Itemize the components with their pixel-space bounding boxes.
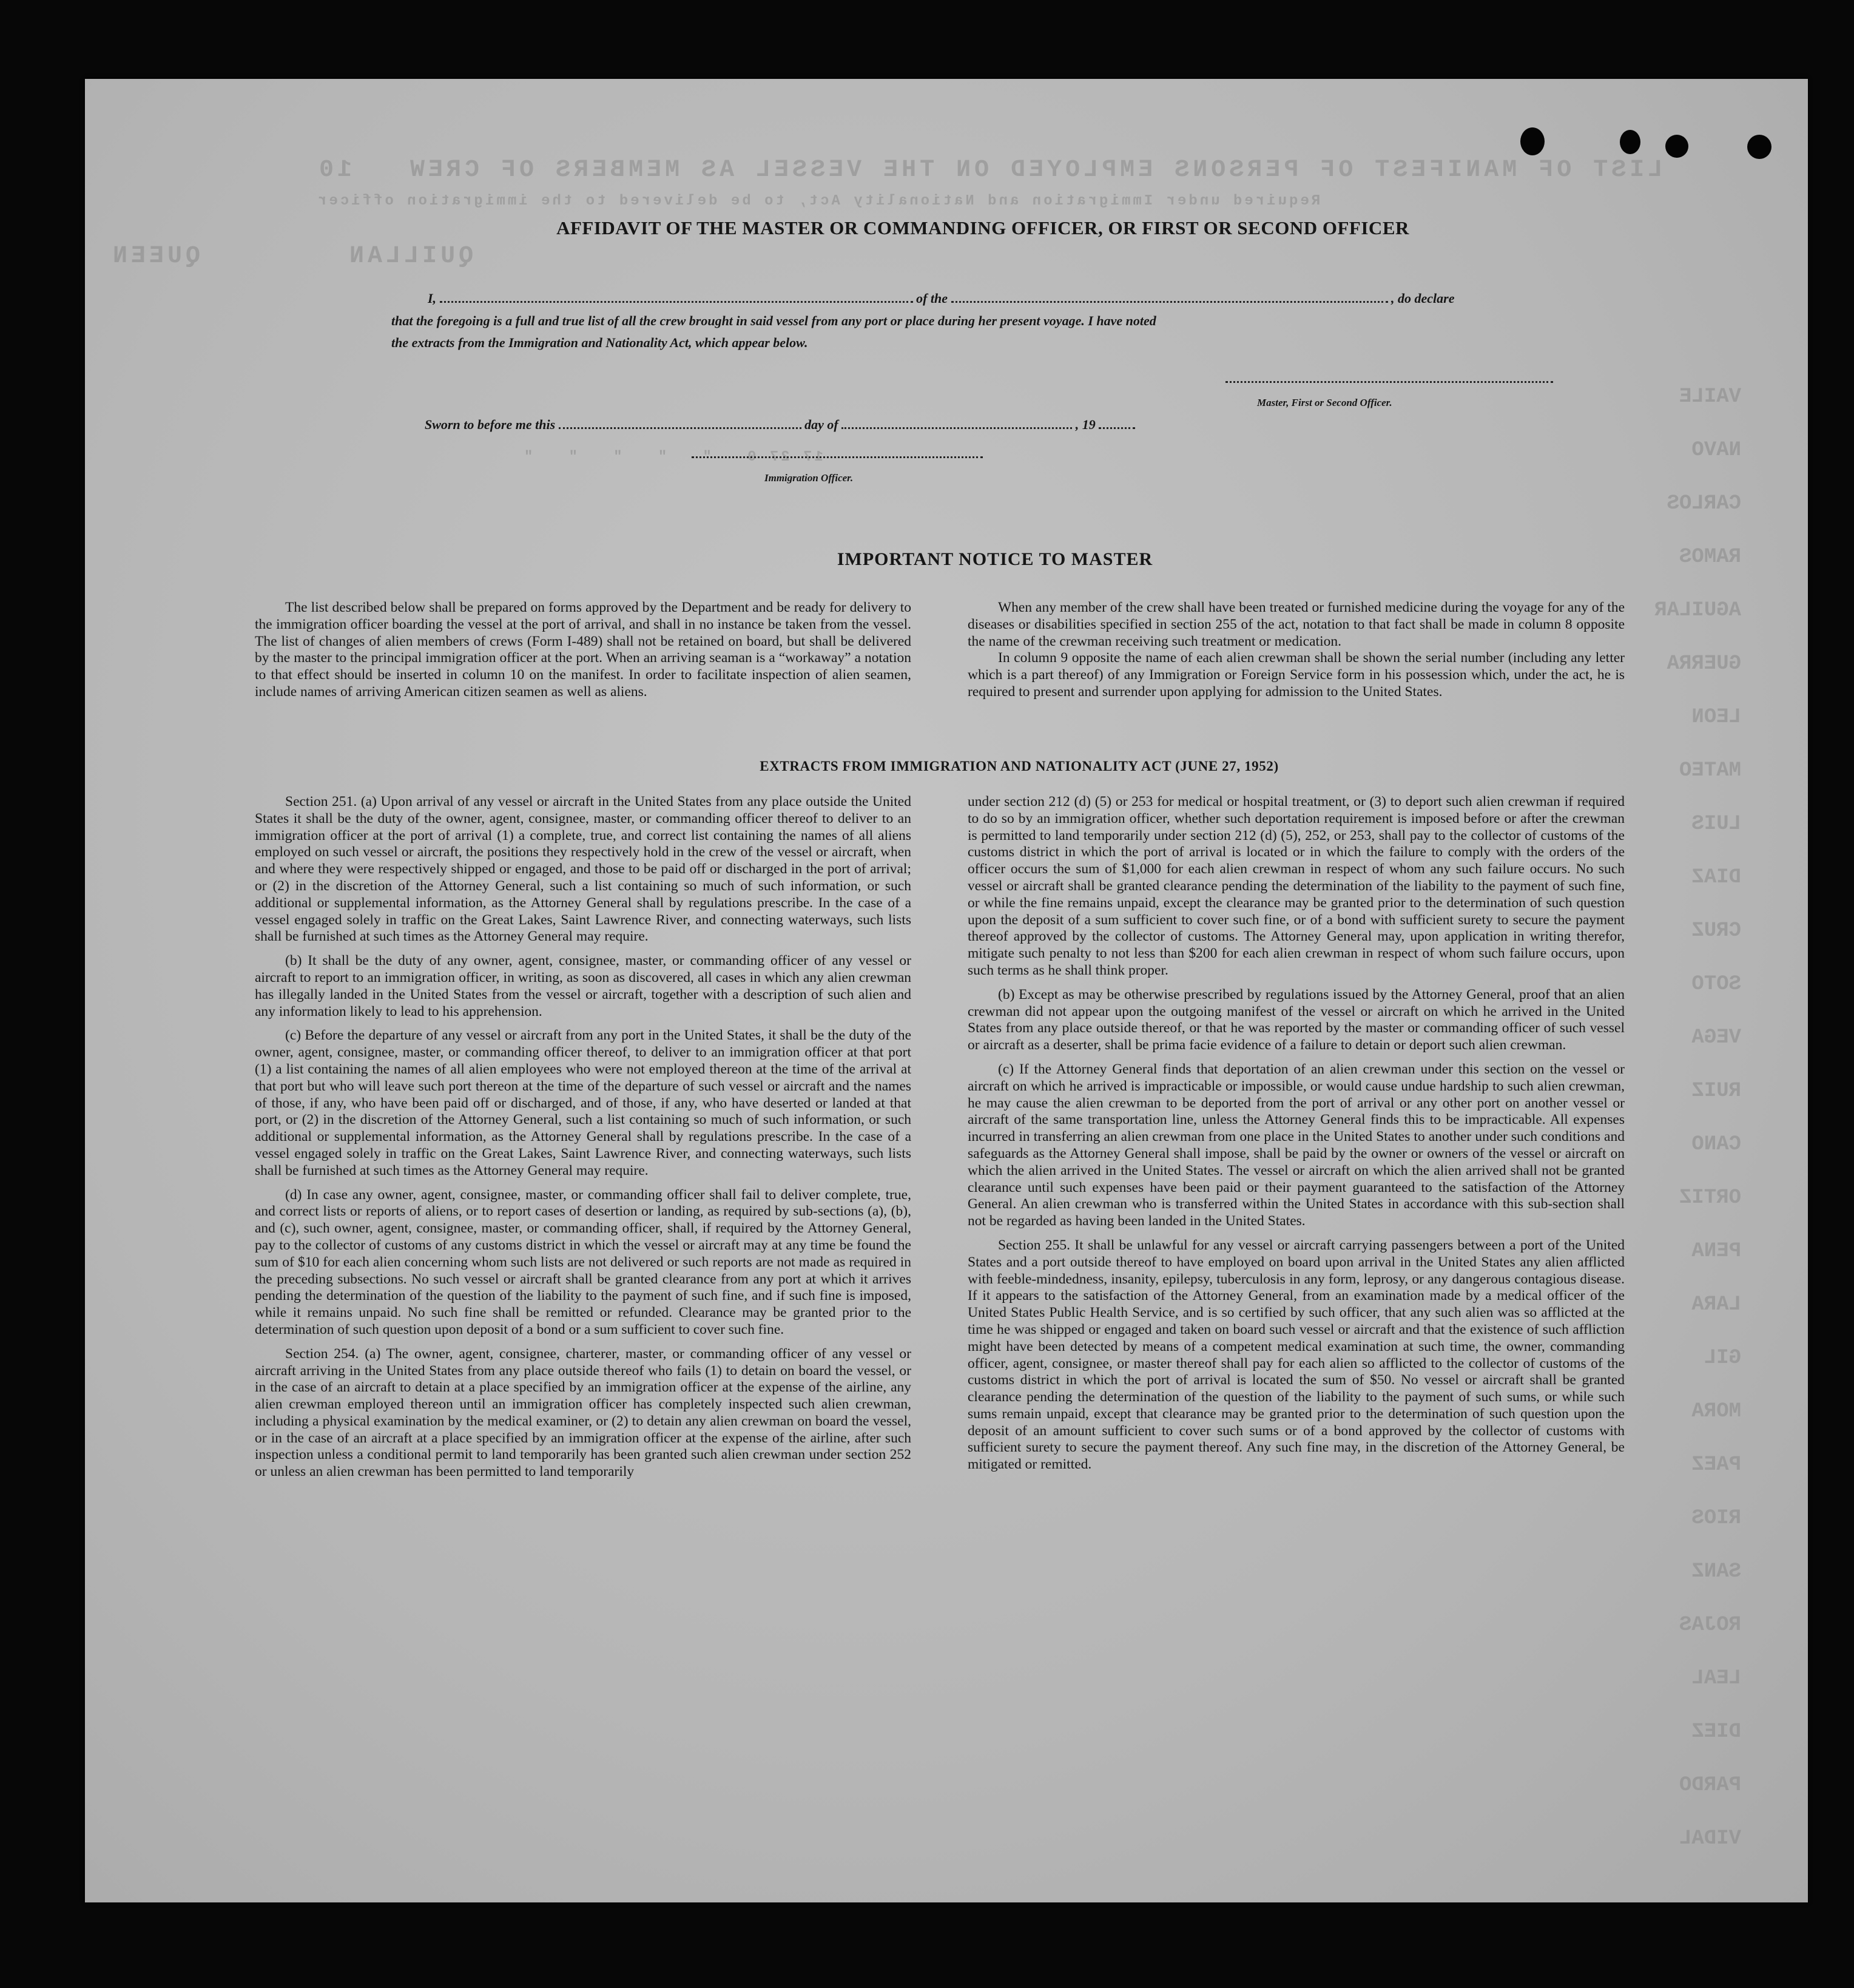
sworn-line — [425, 416, 1135, 433]
notice-paragraph: When any member of the crew shall have been treated or furnished medicine during the voyage for any of the diseases or disabilities specified in section 255 of the act, notation to that fact shall be made in column 8 opposite the name of the crewman receiving such treatment or medication. — [968, 600, 1625, 649]
punch-hole — [1620, 130, 1640, 154]
affidavit-title: AFFIDAVIT OF THE MASTER OR COMMANDING OFFICER, OR FIRST OR SECOND OFFICER — [556, 217, 1409, 238]
act-paragraph: (b) It shall be the duty of any owner, agent, consignee, master, or commanding officer of any vessel or aircraft to report to an immigration officer, in writing, as soon as discovered, all cases in which any alien crewman has illegally landed in the United States from the vessel or aircraft, together with a description of such alien and any information likely to lead to his apprehension. — [255, 953, 911, 1019]
act-paragraph: under section 212 (d) (5) or 253 for medical or hospital treatment, or (3) to deport such alien crewman if required to do so by an immigration officer, whether such deportation requirement is imposed before or after the crewman is permitted to land temporarily under section 212 (d) (5), 252, or 253, shall pay to the collector of customs of the customs district in which the port of arrival is located or in which the failure to comply with the orders of the officer occurs the sum of $1,000 for each alien crewman in respect of whom any such failure occurs. No such vessel or aircraft shall be granted clearance pending the determination of the liability to the payment of such fine, or while the fine remains unpaid, except the clearance may be granted prior to the determination of such question upon the deposit of a sum sufficient to cover such fine, or of a bond with sufficient surety to secure the payment thereof approved by the collector of customs. The Attorney General may, upon application in writing therefor, mitigate such penalty to not less than $200 for each alien crewman in respect of whom such failure occurs, upon such terms as he shall think proper. — [968, 794, 1625, 978]
vessel-label: of the — [916, 291, 948, 306]
act-paragraph: (b) Except as may be otherwise prescribed by regulations issued by the Attorney General, proof that an alien crewman did not appear upon the outgoing manifest of the vessel or aircraft on which he arrived in the United States from any place outside thereof, or that he was reported by the master or commanding officer of such vessel or aircraft as a deserter, shall be prima facie evidence of a failure to detain or deport such alien crewman. — [968, 986, 1625, 1053]
declarant-name-field[interactable] — [440, 290, 913, 303]
punch-hole — [1747, 135, 1771, 159]
act-paragraph: (c) If the Attorney General finds that deportation of an alien crewman under this section on the vessel or aircraft on which he arrived is impracticable or impossible, or would cause undue hardship to such alien crewman, he may cause the alien crewman to be deported from the port of arrival or any other port on another vessel or aircraft of the same transportation line, unless the Attorney General finds this to be impracticable. All expenses incurred in transferring an alien crewman from one place in the United States to another under such conditions and safeguards as the Attorney General shall impose, shall be paid by the owner or owners of the vessel or aircraft on which the alien arrived in the United States. The vessel or aircraft on which the alien arrived shall not be granted clearance until such expenses have been paid or their payment guaranteed to the satisfaction of the Attorney General. An alien crewman who is transferred within the United States in accordance with this sub-section shall not be regarded as having been landed in the United States. — [968, 1061, 1625, 1229]
act-paragraph: Section 255. It shall be unlawful for any vessel or aircraft carrying passengers between a port of the United States and a port outside thereof to have employed on board upon arrival in the United States any alien afflicted with feeble-mindedness, insanity, epilepsy, tuberculosis in any form, leprosy, or any dangerous contagious disease. If it appears to the satisfaction of the Attorney General, from an examination made by a medical officer of the United States Public Health Service, and is so certified by such officer, that any such alien was so afflicted at the time he was shipped or engaged and taken on board such vessel or aircraft and that the existence of such affliction might have been detected by means of a competent medical examination at such time, the owner, commanding officer, agent, consignee, or master thereof shall pay for each alien so afflicted to the collector of customs of the customs district in which the port of arrival is located the sum of $50. No vessel or aircraft shall be granted clearance pending the determination of the question of the liability to the payment of such sums, or while such sums remain unpaid, except that clearance may be granted prior to the determination of such question upon the deposit of an amount sufficient to cover such sums or of a bond approved by the collector of customs with sufficient surety to secure the payment thereof. Any such fine may, in the discretion of the Attorney General, be mitigated or remitted. — [968, 1237, 1625, 1473]
document-page — [85, 79, 1808, 1902]
show-through-text: QUILLAN QUEEN — [109, 243, 474, 270]
show-through-text: LIST OF MANIFEST OF PERSONS EMPLOYED ON THE VESSEL AS MEMBERS OF CREW 10 — [315, 157, 1663, 184]
act-paragraph: Section 254. (a) The owner, agent, consignee, charterer, master, or commanding officer of any vessel or aircraft arriving in the United States from any place outside thereof who fails (1) to detain on board the vessel, or in the case of an aircraft to detain at a place specified by an immigration officer at the expense of the airline, any alien crewman employed thereon until an immigration officer has completely inspected such alien crewman, including a physical examination by the medical examiner, or (2) to detain any alien crewman on board the vessel, or in the case of an aircraft at a place specified by an immigration officer at the expense of the airline, after such inspection unless a conditional permit to land temporarily has been granted such alien crewman under section 252 or unless an alien crewman has been permitted to land temporarily — [255, 1345, 911, 1480]
notice-paragraph: In column 9 opposite the name of each alien crewman shall be shown the serial number (including any letter which is a part thereof) of any Immigration or Foreign Service form in his possession which, under the act, he is required to present and surrender upon applying for admission to the United States. — [968, 650, 1625, 700]
vessel-name-field[interactable] — [951, 290, 1388, 303]
sworn-day-of-label: day of — [804, 417, 838, 432]
sworn-month-field[interactable] — [841, 416, 1072, 429]
notice-title: IMPORTANT NOTICE TO MASTER — [837, 549, 1153, 569]
notice-left-column — [255, 600, 911, 701]
extracts-title: EXTRACTS FROM IMMIGRATION AND NATIONALITY ACT (JUNE 27, 1952) — [760, 759, 1279, 774]
sworn-year-label: , 19 — [1075, 417, 1096, 432]
immigration-officer-label: Immigration Officer. — [764, 472, 854, 484]
act-paragraph: (d) In case any owner, agent, consignee, master, or commanding officer shall fail to deliver complete, true, and correct lists or reports of aliens, or to report cases of desertion or landing, as required by sub-sections (a), (b), and (c), such owner, agent, consignee, master, or commanding officer, shall, if required by the Attorney General, pay to the collector of customs of any customs district in which the vessel or aircraft may at any time be found the sum of $10 for each alien concerning whom such lists are not delivered or such reports are not made as required in the preceding subsections. No such vessel or aircraft shall be granted clearance from any port at which it arrives pending the determination of the question of the liability to the payment of such fine, and if such fine is imposed, while it remains unpaid. No such fine shall be remitted or refunded. Clearance may be granted prior to the determination of such question upon deposit of a bond or a sum sufficient to cover such fine. — [255, 1186, 911, 1337]
act-paragraph: Section 251. (a) Upon arrival of any vessel or aircraft in the United States from any place outside the United States it shall be the duty of the owner, agent, consignee, master, or commanding officer thereof to deliver to an immigration officer at the port of arrival (1) a complete, true, and correct list containing the names of all aliens employed on such vessel or aircraft, the positions they respectively hold in the crew of the vessel or aircraft, when and where they were respectively shipped or engaged, and those to be paid off or discharged in the port of arrival; or (2) in the discretion of the Attorney General, such a list containing so much of such information, or such additional or supplemental information, as the Attorney General shall by regulations prescribe. In the case of a vessel engaged solely in traffic on the Great Lakes, Saint Lawrence River, and connecting waterways, such lists shall be furnished at such times as the Attorney General may require. — [255, 794, 911, 945]
notice-paragraph: The list described below shall be prepared on forms approved by the Department and be ready for delivery to the immigration officer boarding the vessel at the port of arrival, and shall in no instance be taken from the vessel. The list of changes of alien members of crews (Form I-489) shall not be retained on board, but shall be delivered by the master to the principal immigration officer at the port. When an arriving seaman is a “workaway” a notation to that effect should be inserted in column 10 on the manifest. In order to facilitate inspection of alien seamen, include names of arriving American citizen seamen as well as aliens. — [255, 600, 911, 700]
show-through-text: VAILE NAVO CARLOS RAMOS AGUILAR GUERRA LEON MATEO LUIS DIAZ CRUZ SOTO VEGA RUIZ CANO ORTIZ PENA LARA GIL MORA PAEZ RIOS SANZ ROJAS LEAL DIEZ PARDO VIDAL — [1654, 385, 1741, 1850]
extracts-left-column — [255, 794, 911, 1481]
immigration-officer-signature-line[interactable] — [692, 456, 983, 458]
punch-hole — [1665, 135, 1688, 158]
show-through-text: 17 27 0 " " " " " — [522, 449, 823, 465]
punch-hole — [1520, 127, 1545, 155]
sworn-day-field[interactable] — [559, 416, 801, 429]
affidavit-line-1 — [428, 290, 1454, 306]
declare-label: , do declare — [1391, 291, 1455, 306]
affidavit-line-2: that the foregoing is a full and true list of all the crew brought in said vessel from any port or place during her present voyage. I have noted — [391, 313, 1156, 328]
master-signature-label: Master, First or Second Officer. — [1257, 397, 1392, 408]
act-paragraph: (c) Before the departure of any vessel or aircraft from any port in the United States, it shall be the duty of the owner, agent, consignee, master, or commanding officer thereof, to deliver to an immigration officer at that port (1) a list containing the names of all alien employees who were not employed thereon at the time of the arrival at that port but who will leave such port thereon at the time of the departure of such vessel or aircraft and the names of those, if any, who have been paid off or discharged, and of those, if any, who have deserted or landed at that port, or (2) in the discretion of the Attorney General, such a list containing so much of such information, or such additional or supplemental information, as the Attorney General shall by regulations prescribe. In the case of a vessel engaged solely in traffic on the Great Lakes, Saint Lawrence River, and connecting waterways, such lists shall be furnished at such times as the Attorney General may require. — [255, 1027, 911, 1178]
affidavit-line-3: the extracts from the Immigration and Nationality Act, which appear below. — [391, 335, 808, 350]
declarant-label: I, — [428, 291, 437, 306]
sworn-year-field[interactable] — [1099, 416, 1135, 429]
show-through-text: Required under Immigration and Nationality Act, to be delivered to the immigration officer — [315, 193, 1321, 209]
notice-right-column — [968, 600, 1625, 701]
extracts-right-column — [968, 794, 1625, 1473]
sworn-label: Sworn to before me this — [425, 417, 556, 432]
master-signature-line[interactable] — [1225, 381, 1553, 383]
